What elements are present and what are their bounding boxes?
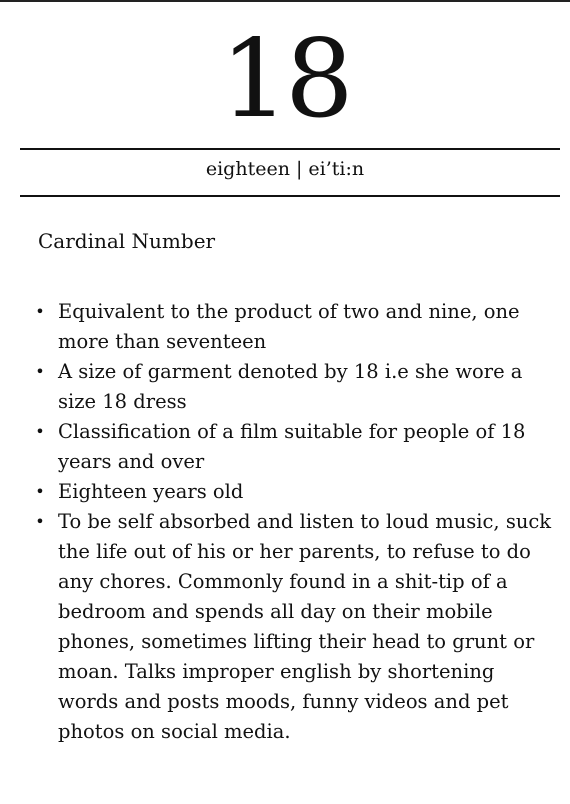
entry-number: 18	[220, 17, 350, 142]
definition-text: A size of garment denoted by 18 i.e she wore a size 18 dress	[58, 360, 523, 413]
bullet-icon: •	[35, 512, 45, 531]
word-category: Cardinal Number	[38, 229, 216, 253]
definition-text: To be self absorbed and listen to loud music, suck the life out of his or her parents, to refuse to do any chores. Commonly found in a shit-tip of a bedroom and spends all day on their mobile phones, sometimes lifting their head to grunt or moan. Talks improper english by shortening words and posts moods, funny videos and pet photos on social media.	[58, 510, 552, 743]
definition-text: Equivalent to the product of two and nine, one more than seventeen	[58, 300, 520, 353]
definition-item	[34, 357, 554, 417]
bullet-icon: •	[35, 302, 45, 321]
definition-text: Eighteen years old	[58, 480, 244, 503]
definition-text: Classification of a film suitable for people of 18 years and over	[58, 420, 526, 473]
definition-item	[34, 477, 554, 507]
divider-bottom	[20, 195, 560, 197]
definition-item	[34, 507, 554, 747]
divider-top	[20, 148, 560, 150]
definition-item	[34, 297, 554, 357]
pronunciation: eighteen | ei’ti:n	[205, 158, 365, 180]
definition-item	[34, 417, 554, 477]
definitions-list	[34, 297, 554, 747]
bullet-icon: •	[35, 362, 45, 381]
bullet-icon: •	[35, 422, 45, 441]
top-border-line	[0, 0, 570, 2]
bullet-icon: •	[35, 482, 45, 501]
